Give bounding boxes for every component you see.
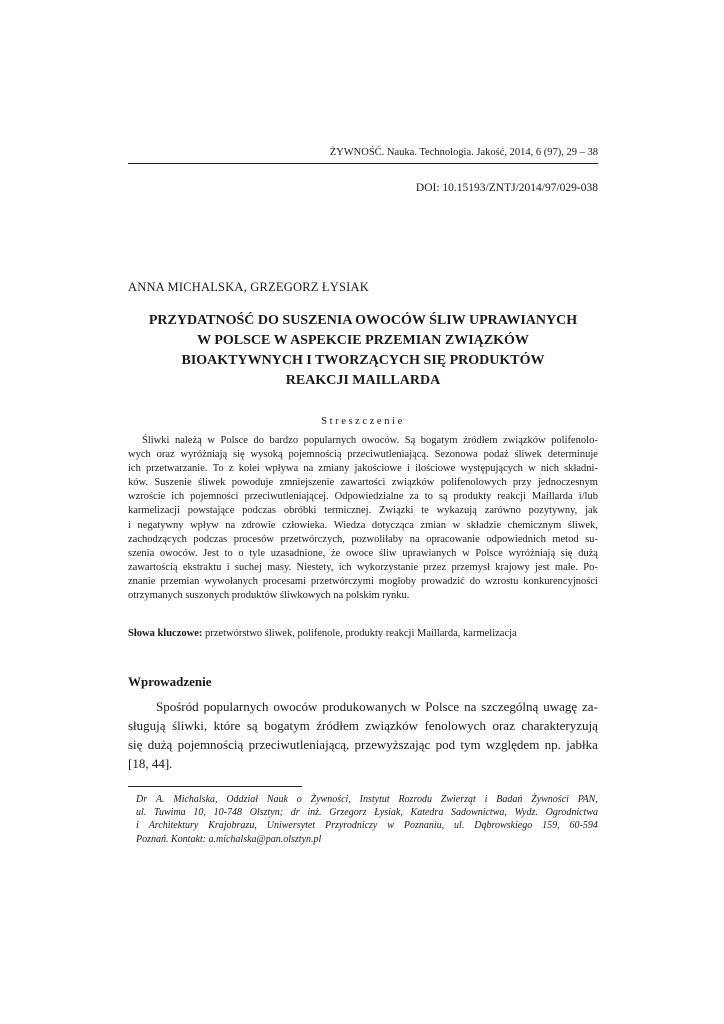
authors: ANNA MICHALSKA, GRZEGORZ ŁYSIAK [128, 280, 369, 294]
abstract-line: wych oraz wyróżniają się wysoką pojemnością przeciwutleniającą. Sezonowa podaż śliwek determinuje [128, 449, 598, 461]
paper-title [128, 311, 598, 391]
title-line: W POLSCE W ASPEKCIE PRZEMIAN ZWIĄZKÓW [197, 333, 529, 348]
abstract-line: karmelizacji powstające podczas obróbki termicznej. Związki te wykazują zarówno pozytywny, jak [128, 505, 598, 517]
title-line: PRZYDATNOŚĆ DO SUSZENIA OWOCÓW ŚLIW UPRAWIANYCH [148, 313, 578, 328]
abstract-line: i negatywny wpływ na zdrowie człowieka. Wiedza dotycząca zmian w składzie chemicznym śliwek, [128, 519, 598, 531]
abstract-line: ków. Suszenie śliwek powoduje zmniejszenie zawartości związków polifenolowych przy jednoczesnym [128, 477, 598, 489]
abstract-line: otrzymanych suszonych produktów śliwkowych na polskim rynku. [128, 590, 410, 602]
keywords-text: przetwórstwo śliwek, polifenole, produkty reakcji Maillarda, karmelizacja [202, 628, 517, 639]
footnote-rule [128, 786, 302, 787]
keywords [128, 627, 598, 641]
journal-header: ŻYWNOŚĆ. Nauka. Technologia. Jakość, 2014, 6 (97), 29 – 38 [329, 147, 598, 158]
footnote-line: Dr A. Michalska, Oddział Nauk o Żywności, Instytut Rozrodu Zwierząt i Badań Żywności PAN, [136, 794, 598, 805]
header-rule [128, 163, 598, 164]
footnote-line: ul. Tuwima 10, 10-748 Olsztyn; dr inż. Grzegorz Łysiak, Katedra Sadownictwa, Wydz. Ogrodnictwa [136, 807, 598, 819]
abstract-line: znanie przemian wywołanych procesami przetwórczymi mogłoby prowadzić do wzrostu konkurencyjności [128, 575, 598, 587]
abstract-line: ich przetwarzanie. To z kolei wpływa na zmiany jakościowe i ilościowe występujących w nich składni- [128, 463, 598, 475]
abstract-line: Śliwki należą w Polsce do bardzo popularnych owoców. Są bogatym źródłem związków polifenolo- [142, 435, 598, 446]
abstract-line: zawartością ekstraktu i suchej masy. Niestety, ich wykorzystanie przez przemysł krajowy jest małe. Po- [128, 561, 598, 573]
footnote-line: i Architektury Krajobrazu, Uniwersytet Przyrodniczy w Poznaniu, ul. Dąbrowskiego 159, 60-594 [136, 820, 598, 832]
intro-paragraph [128, 697, 598, 773]
abstract-line: zachodzących podczas procesów przetwórczych, pozwoliłaby na opracowanie odpowiednich metod su- [128, 533, 598, 545]
section-heading: Wprowadzenie [128, 674, 212, 689]
abstract [128, 434, 598, 603]
intro-line: się dużą pojemnością przeciwutleniającą, przewyższając pod tym względem np. jabłka [128, 737, 598, 752]
intro-line: [18, 44]. [128, 756, 173, 771]
footnote-line: Poznań. Kontakt: a.michalska@pan.olsztyn.pl [136, 833, 322, 845]
keywords-label: Słowa kluczowe: [128, 628, 203, 639]
title-line: BIOAKTYWNYCH I TWORZĄCYCH SIĘ PRODUKTÓW [181, 353, 545, 368]
doi: DOI: 10.15193/ZNTJ/2014/97/029-038 [415, 182, 598, 194]
abstract-line: szenia owoców. Jest to o tyle uzasadnione, że owoce śliw uprawianych w Polsce wyróżniają się dużą [128, 547, 598, 559]
footnote [136, 793, 598, 846]
abstract-line: wzroście ich pojemności przeciwutleniającej. Odpowiedzialne za to są produkty reakcji Maillarda i/lub [128, 491, 598, 503]
abstract-heading: Streszczenie [321, 416, 405, 427]
intro-line: sługują śliwki, które są bogatym źródłem związków fenolowych oraz charakteryzują [128, 718, 598, 733]
intro-line: Spośród popularnych owoców produkowanych w Polsce na szczególną uwagę za- [156, 699, 598, 714]
title-line: REAKCJI MAILLARDA [285, 373, 441, 388]
